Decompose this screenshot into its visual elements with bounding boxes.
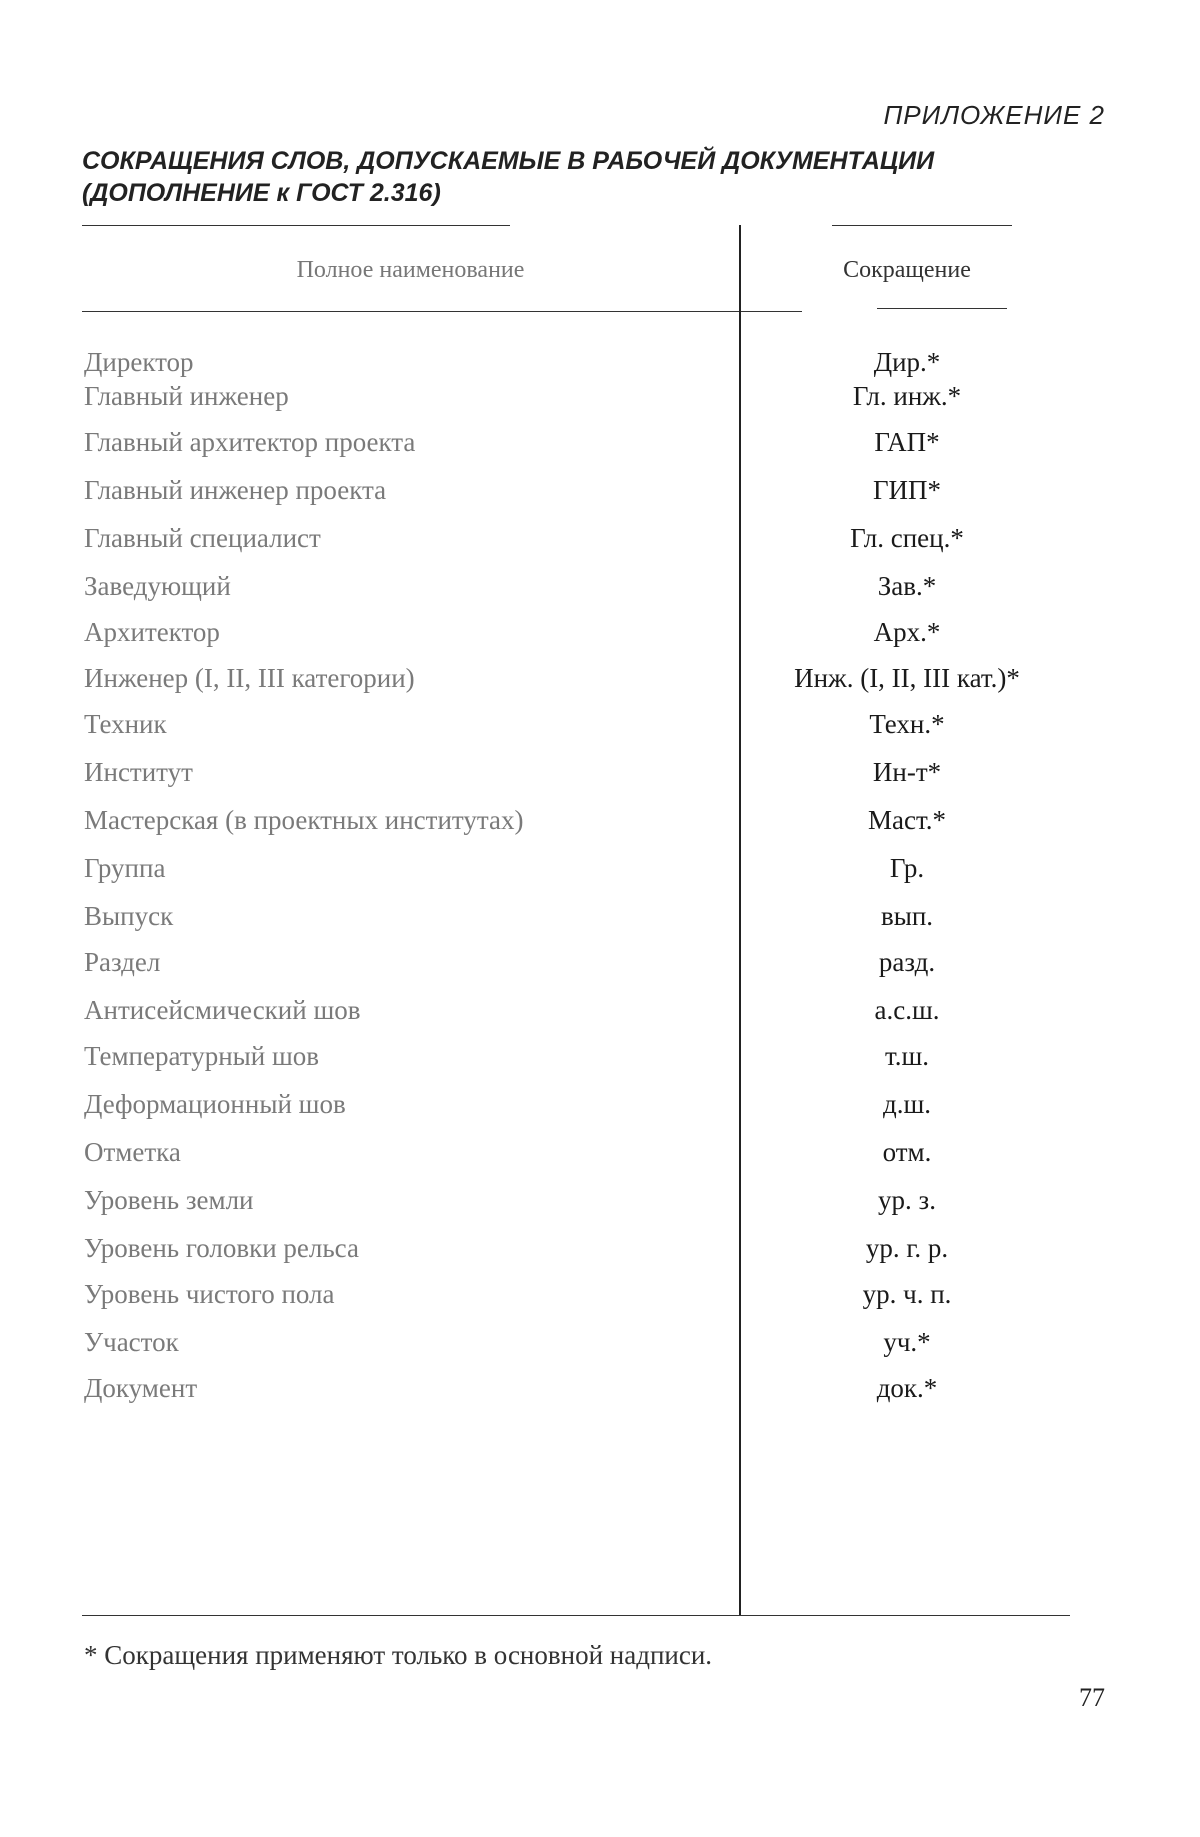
row-abbreviation: Гл. инж.* — [852, 381, 962, 411]
table-row — [82, 757, 1070, 797]
row-abbreviation: Инж. (I, II, III кат.)* — [794, 663, 1020, 693]
row-abbreviation: т.ш. — [884, 1041, 930, 1071]
row-abbreviation: д.ш. — [882, 1089, 932, 1119]
footnote: * Сокращения применяют только в основной надписи. — [84, 1640, 713, 1670]
page-title — [82, 145, 1112, 209]
row-full-name: Документ — [84, 1373, 198, 1403]
table-row — [82, 523, 1070, 563]
row-full-name: Выпуск — [84, 901, 174, 931]
column-header-full-name: Полное наименование — [296, 257, 525, 283]
row-full-name: Отметка — [84, 1137, 181, 1167]
row-full-name: Институт — [84, 757, 193, 787]
abbreviations-table — [82, 225, 1070, 1615]
table-bottom-rule — [82, 1615, 1070, 1616]
row-abbreviation: Арх.* — [873, 617, 941, 647]
table-row — [82, 947, 1070, 987]
table-top-rule-right — [832, 225, 1012, 226]
table-row — [82, 1137, 1070, 1177]
table-row — [82, 1233, 1070, 1273]
row-abbreviation: вып. — [880, 901, 934, 931]
page-number: 77 — [1079, 1683, 1105, 1712]
row-full-name: Раздел — [84, 947, 161, 977]
table-row — [82, 663, 1070, 703]
table-row — [82, 571, 1070, 611]
row-abbreviation: Гл. спец.* — [850, 523, 964, 553]
row-full-name: Мастерская (в проектных институтах) — [84, 805, 524, 835]
table-row — [82, 1373, 1070, 1413]
table-row — [82, 901, 1070, 941]
row-abbreviation: Техн.* — [869, 709, 945, 739]
row-abbreviation: Дир.* — [873, 347, 941, 377]
table-row — [82, 709, 1070, 749]
row-full-name: Участок — [84, 1327, 179, 1357]
table-row — [82, 1185, 1070, 1225]
row-full-name: Инженер (I, II, III категории) — [84, 663, 415, 693]
page-title-line-2: (ДОПОЛНЕНИЕ к ГОСТ 2.316) — [82, 179, 441, 207]
table-row — [82, 1089, 1070, 1129]
row-full-name: Температурный шов — [84, 1041, 320, 1071]
row-abbreviation: ур. ч. п. — [862, 1279, 952, 1309]
table-row — [82, 995, 1070, 1035]
table-row — [82, 853, 1070, 893]
table-row — [82, 427, 1070, 467]
appendix-label: ПРИЛОЖЕНИЕ 2 — [883, 100, 1105, 130]
row-full-name: Главный архитектор проекта — [84, 427, 416, 457]
row-full-name: Уровень земли — [84, 1185, 254, 1215]
row-full-name: Техник — [84, 709, 167, 739]
page-title-line-1: СОКРАЩЕНИЯ СЛОВ, ДОПУСКАЕМЫЕ В РАБОЧЕЙ ДОКУМЕНТАЦИИ — [82, 147, 935, 175]
row-full-name: Антисейсмический шов — [84, 995, 361, 1025]
row-abbreviation: ГИП* — [872, 475, 942, 505]
table-row — [82, 1327, 1070, 1367]
row-abbreviation: Маст.* — [868, 805, 946, 835]
row-full-name: Директор — [84, 347, 194, 377]
row-abbreviation: отм. — [882, 1137, 932, 1167]
row-full-name: Главный инженер — [84, 381, 289, 411]
column-header-abbreviation: Сокращение — [843, 257, 971, 283]
row-full-name: Главный инженер проекта — [84, 475, 387, 505]
row-full-name: Группа — [84, 853, 166, 883]
row-full-name: Главный специалист — [84, 523, 321, 553]
row-abbreviation: Ин-т* — [872, 757, 942, 787]
row-abbreviation: док.* — [876, 1373, 938, 1403]
row-abbreviation: Зав.* — [877, 571, 937, 601]
row-full-name: Уровень чистого пола — [84, 1279, 335, 1309]
row-abbreviation: а.с.ш. — [874, 995, 940, 1025]
row-full-name: Уровень головки рельса — [84, 1233, 359, 1263]
header-bottom-rule-right — [877, 308, 1007, 309]
table-top-rule — [82, 225, 510, 226]
row-abbreviation: ур. з. — [878, 1185, 936, 1215]
table-row — [82, 381, 1070, 421]
table-row — [82, 617, 1070, 657]
row-abbreviation: уч.* — [883, 1327, 931, 1357]
row-full-name: Деформационный шов — [84, 1089, 346, 1119]
row-abbreviation: ур. г. р. — [865, 1233, 949, 1263]
table-row — [82, 805, 1070, 845]
row-full-name: Заведующий — [84, 571, 231, 601]
row-abbreviation: Гр. — [889, 853, 925, 883]
row-abbreviation: ГАП* — [874, 427, 940, 457]
table-row — [82, 1041, 1070, 1081]
row-full-name: Архитектор — [84, 617, 220, 647]
table-row — [82, 1279, 1070, 1319]
row-abbreviation: разд. — [878, 947, 936, 977]
table-row — [82, 475, 1070, 515]
header-bottom-rule — [82, 311, 802, 312]
